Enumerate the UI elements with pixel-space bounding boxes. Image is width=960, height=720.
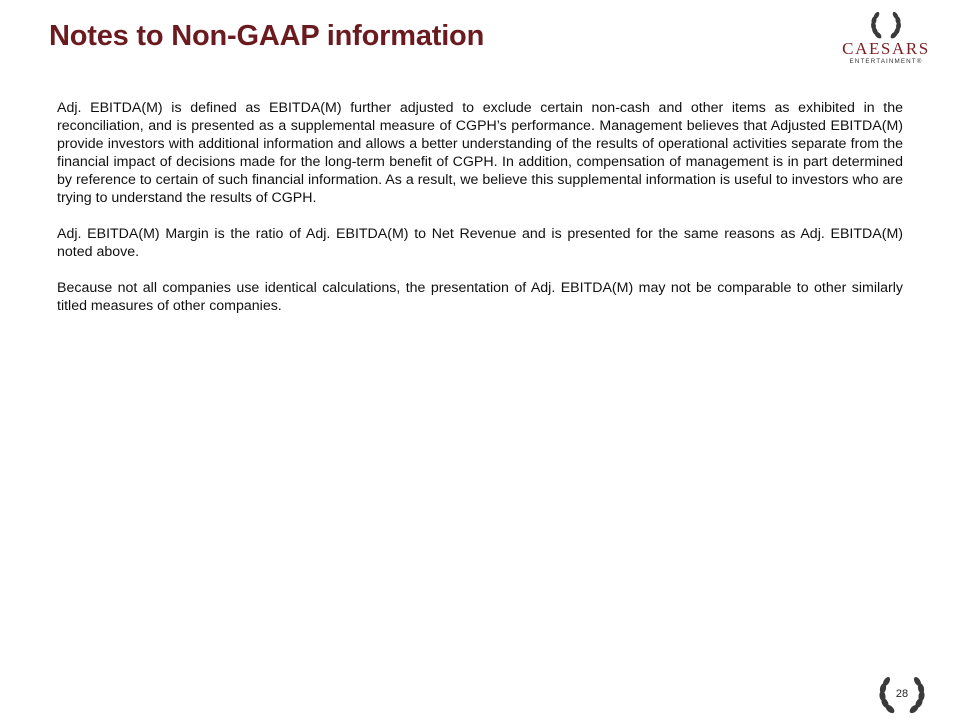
logo-wordmark: CAESARS	[842, 39, 930, 58]
laurel-wreath-icon	[866, 10, 906, 40]
logo-subtitle: ENTERTAINMENT®	[849, 58, 923, 65]
notes-body	[57, 99, 903, 333]
page-number: 28	[895, 688, 909, 700]
paragraph-adj-ebitda-margin: Adj. EBITDA(M) Margin is the ratio of Adj. EBITDA(M) to Net Revenue and is presented for the same reasons as Adj. EBITDA(M) noted above.	[57, 226, 903, 260]
page-number-badge	[876, 672, 928, 716]
paragraph-adj-ebitda-definition: Adj. EBITDA(M) is defined as EBITDA(M) further adjusted to exclude certain non-cash and other items as exhibited in the reconciliation, and is presented as a supplemental measure of CGPH’s performance. Management believes that Adjusted EBITDA(M) provide investors with additional information and allows a better understanding of the results of operational activities separate from the financial impact of decisions made for the long-term benefit of CGPH. In addition, compensation of management is in part determined by reference to certain of such financial information. As a result, we believe this supplemental information is useful to investors who are trying to understand the results of CGPH.	[57, 100, 903, 206]
caesars-logo	[838, 10, 934, 74]
slide-title: Notes to Non-GAAP information	[49, 20, 485, 52]
paragraph-comparability-disclaimer: Because not all companies use identical calculations, the presentation of Adj. EBITDA(M) may not be comparable to other similarly titled measures of other companies.	[57, 280, 903, 314]
